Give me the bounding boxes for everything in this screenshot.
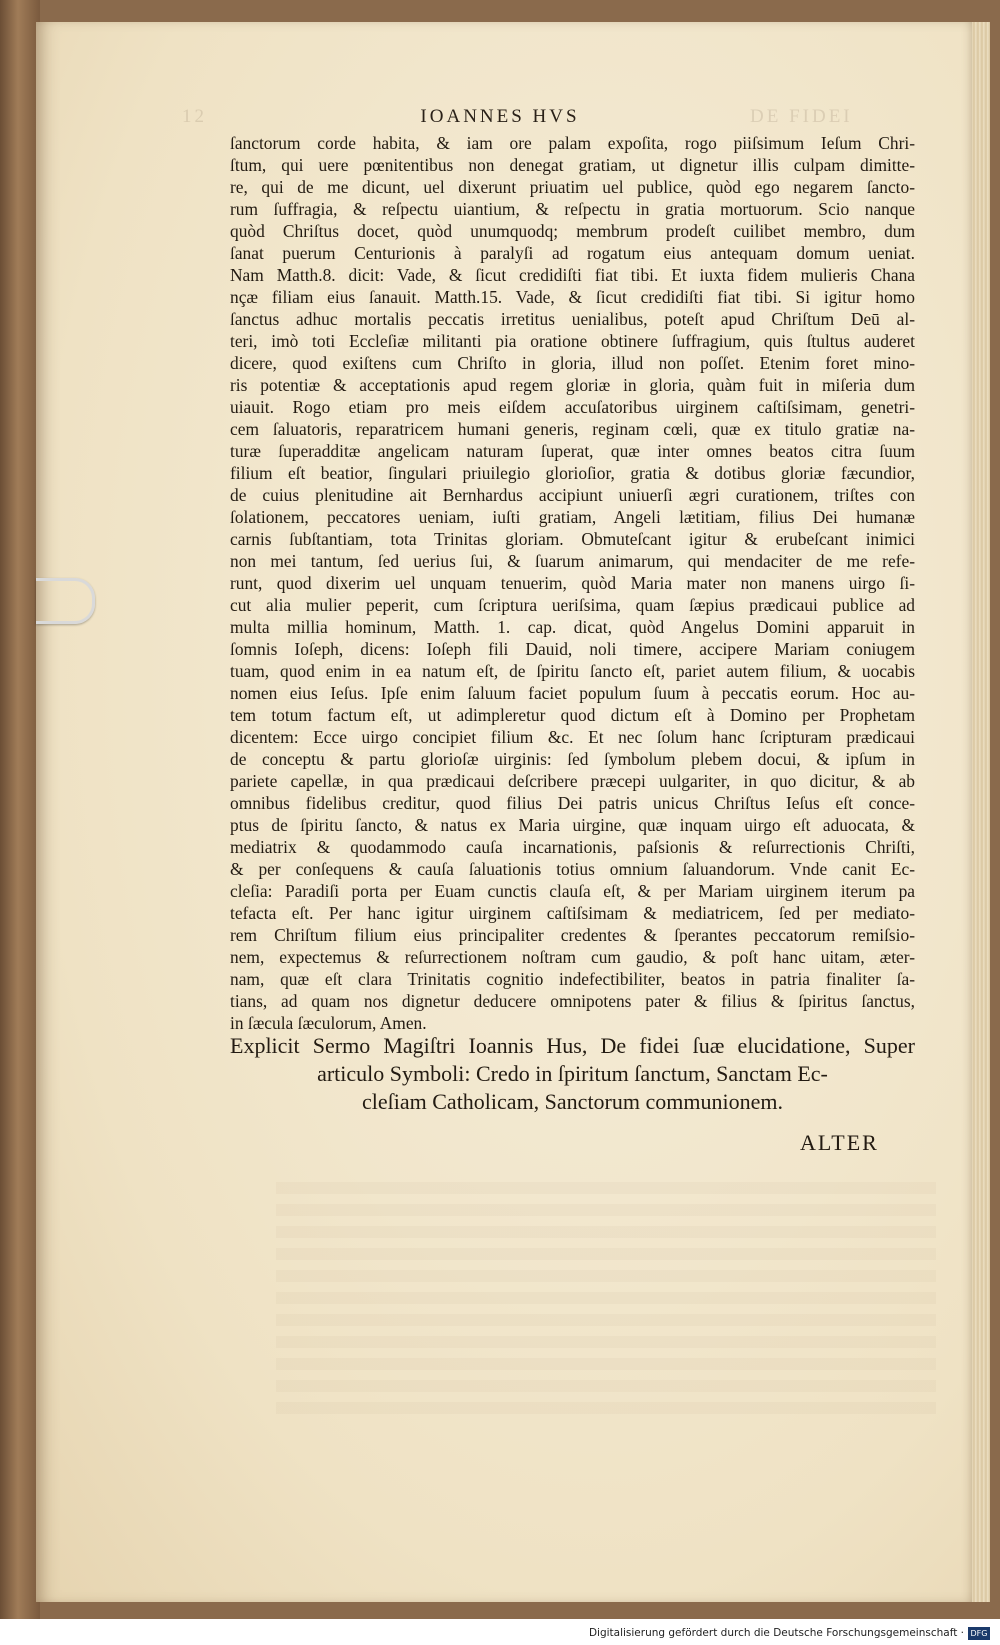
dfg-logo-icon: DFG xyxy=(968,1627,990,1640)
text-line: uiauit. Rogo etiam pro meis eiſdem accuſatoribus uirginem caſtiſsimam, genetri- xyxy=(230,397,915,417)
sermon-body-text xyxy=(230,132,915,1034)
text-line: ſomnis Ioſeph, dicens: Ioſeph fili Dauid, noli timere, accipere Mariam coniugem xyxy=(230,639,915,659)
text-line: mediatrix & quodammodo cauſa incarnationis, paſsionis & reſurrectionis Chriſti, xyxy=(230,837,915,857)
text-line: in ſæcula ſæculorum, Amen. xyxy=(230,1013,427,1033)
text-line: ſanctorum corde habita, & iam ore palam expoſita, rogo piiſsimum Ieſum Chri- xyxy=(230,133,915,153)
text-line: cut alia mulier peperit, cum ſcriptura ueriſsima, quam ſæpius prædicaui publice ad xyxy=(230,595,915,615)
paper-clip xyxy=(36,578,95,624)
text-line: multa millia hominum, Matth. 1. cap. dicat, quòd Angelus Domini apparuit in xyxy=(230,617,915,637)
text-line: rem Chriſtum filium eius principaliter credentes & ſperantes peccatorum remiſsio- xyxy=(230,925,915,945)
text-line: dicentem: Ecce uirgo concipiet filium &c. Et nec ſolum hanc ſcripturam prædicaui xyxy=(230,727,915,747)
book-binding xyxy=(0,0,40,1645)
digitization-credit: Digitalisierung gefördert durch die Deutsche Forschungsgemeinschaft · xyxy=(588,1627,964,1639)
text-line: omnibus fidelibus creditur, quod filius Dei patris unicus Chriſtus Ieſus eſt conce- xyxy=(230,793,915,813)
text-line: quòd Chriſtus docet, quòd unumquodq; membrum prodeſt cuilibet membro, dum xyxy=(230,221,915,241)
show-through-text xyxy=(276,1182,936,1422)
text-line: ptus de ſpiritu ſancto, & natus ex Maria uirgine, quæ inquam uirgo eſt aduocata, & xyxy=(230,815,915,835)
text-line: de conceptu & partu glorioſæ uirginis: ſed ſymbolum plebem docui, & ipſum in xyxy=(230,749,915,769)
text-line: ſanctus adhuc mortalis peccatis irretitus uenialibus, poteſt apud Chriſtum Deū al- xyxy=(230,309,915,329)
text-line: dicere, quod exiſtens cum Chriſto in gloria, illud non poſſet. Etenim foret mino- xyxy=(230,353,915,373)
text-line: ſtum, qui uere pœnitentibus non denegat gratiam, ut dignetur illis culpam dimitte- xyxy=(230,155,915,175)
text-line: & per conſequens & cauſa ſaluationis totius omnium ſaluandorum. Vnde canit Ec- xyxy=(230,859,915,879)
text-line: tuam, quod enim in ea natum eſt, de ſpiritu ſancto eſt, pariet autem filium, & uocabis xyxy=(230,661,915,681)
text-line: tem totum factum eſt, ut adimpleretur quod dictum eſt à Domino per Prophetam xyxy=(230,705,915,725)
text-line: carnis ſubſtantiam, tota Trinitas gloriam. Obmuteſcant igitur & erubeſcant inimici xyxy=(230,529,915,549)
text-line: nomen eius Ieſus. Ipſe enim ſaluum faciet populum ſuum à peccatis eorum. Hoc au- xyxy=(230,683,915,703)
text-line: ſanat puerum Centurionis à paralyſi ad rogatum eius antequam domum ueniat. xyxy=(230,243,915,263)
text-line: Nam Matth.8. dicit: Vade, & ſicut credidiſti fiat tibi. Et iuxta fidem mulieris Chana xyxy=(230,265,915,285)
text-line: nçæ filiam eius ſanauit. Matth.15. Vade, & ſicut credidiſti fiat tibi. Si igitur homo xyxy=(230,287,915,307)
text-line: turæ ſuperadditæ angelicam naturam ſuperat, quæ inter omnes beatos citra ſuum xyxy=(230,441,915,461)
catchword: ALTER xyxy=(800,1130,879,1155)
footer-bar xyxy=(0,1619,1000,1645)
text-line: nem, expectemus & reſurrectionem noſtram cum gaudio, & poſt hanc uitam, æter- xyxy=(230,947,915,967)
text-line: cem ſaluatoris, reparatricem humani generis, reginam cœli, quæ ex titulo gratiæ na- xyxy=(230,419,915,439)
explicit-line: cleſiam Catholicam, Sanctorum communionem. xyxy=(362,1089,783,1114)
text-line: teri, imò toti Eccleſiæ militanti pia oratione obtinere ſuffragium, quis ſtultus auderet xyxy=(230,331,915,351)
text-line: cleſia: Paradiſi porta per Euam cunctis clauſa eſt, & per Mariam uirginem iterum pa xyxy=(230,881,915,901)
header-ghost-title: DE FIDEI xyxy=(750,106,853,127)
running-title: IOANNES HVS xyxy=(420,106,580,127)
header-folio: 12 xyxy=(182,106,207,127)
text-line: runt, quod dixerim uel unquam tenuerim, quòd Maria mater non manens uirgo ſi- xyxy=(230,573,915,593)
page-edges xyxy=(972,22,990,1602)
text-line: ris potentiæ & acceptationis apud regem gloriæ in gloria, quàm fuit in miſeria dum xyxy=(230,375,915,395)
text-line: de cuius plenitudine ait Bernhardus accipiunt uniuerſi ægri curationem, triſtes con xyxy=(230,485,915,505)
text-line: tefacta eſt. Per hanc igitur uirginem caſtiſsimam & mediatricem, ſed per mediato- xyxy=(230,903,915,923)
text-line: nam, quæ eſt clara Trinitatis cognitio indefectibiliter, beatos in patria finaliter ſa- xyxy=(230,969,915,989)
explicit-colophon xyxy=(230,1032,915,1116)
explicit-line: Explicit Sermo Magiſtri Ioannis Hus, De fidei ſuæ elucidatione, Super xyxy=(230,1033,915,1058)
text-line: filium eſt beatior, ſingulari priuilegio glorioſior, gratia & dotibus gloriæ fæcundior, xyxy=(230,463,915,483)
text-line: pariete capellæ, in qua prædicaui deſcribere præcepi uulgariter, in quo dicitur, & ab xyxy=(230,771,915,791)
text-line: non mei tantum, ſed uerius ſui, & ſuarum animarum, qui mendaciter de me refe- xyxy=(230,551,915,571)
text-line: ſolationem, peccatores ueniam, iuſti gratiam, Angeli lætitiam, filius Dei humanæ xyxy=(230,507,915,527)
text-line: rum ſuffragia, & reſpectu uiantium, & reſpectu in gratia mortuorum. Scio nanque xyxy=(230,199,915,219)
text-line: tians, ad quam nos dignetur deducere omnipotens pater & filius & ſpiritus ſanctus, xyxy=(230,991,915,1011)
explicit-line: articulo Symboli: Credo in ſpiritum ſanctum, Sanctam Ec- xyxy=(317,1061,828,1086)
running-header xyxy=(0,106,1000,128)
text-line: re, qui de me dicunt, uel dixerunt priuatim uel publice, quòd ego negarem ſancto- xyxy=(230,177,915,197)
